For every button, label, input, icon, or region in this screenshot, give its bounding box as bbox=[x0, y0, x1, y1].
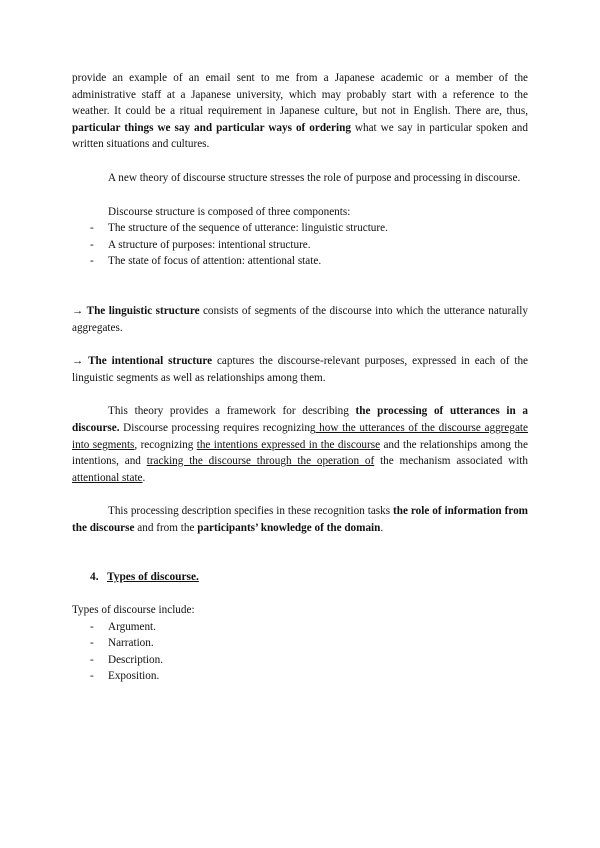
emphasis-particular-things: particular things we say and particular ways of ordering bbox=[72, 121, 351, 134]
list-item: - Narration. bbox=[72, 635, 528, 652]
section-heading bbox=[72, 569, 528, 586]
dash-bullet: - bbox=[90, 670, 94, 683]
dash-bullet: - bbox=[90, 222, 94, 235]
types-list bbox=[72, 619, 528, 685]
paragraph-email-example: provide an example of an email sent to me from a Japanese academic or a member of the administrative staff at a Japanese university, which may probably start with a reference to the weather. It could be a ritual requirement in Japanese culture, but not in English. There are, thus, particular things we say and particular ways of ordering what we say in particular spoken and written situations and cultures. bbox=[72, 72, 528, 151]
list-item: - Exposition. bbox=[72, 668, 528, 685]
dash-bullet: - bbox=[90, 255, 94, 268]
paragraph-framework: This theory provides a framework for describing the processing of utterances in a discourse. Discourse processing requires recognizing how the utterances of the discourse aggregate into segments, recognizing the intentions expressed in the discourse and the relationships among the intentions, and tracking the discourse through the operation of the mechanism associated with attentional state. bbox=[72, 405, 529, 484]
list-item: - A structure of purposes: intentional structure. bbox=[72, 237, 528, 254]
list-item: - The state of focus of attention: attentional state. bbox=[72, 253, 528, 270]
components-intro: Discourse structure is composed of three components: bbox=[108, 205, 351, 218]
dash-bullet: - bbox=[90, 620, 94, 633]
dash-bullet: - bbox=[90, 637, 94, 650]
document-page bbox=[72, 70, 528, 685]
list-item: - Description. bbox=[72, 652, 528, 669]
section-number: 4. bbox=[90, 571, 99, 584]
paragraph-intentional-structure: → The intentional structure captures the discourse-relevant purposes, expressed in each of the linguistic segments as well as relationships among them. bbox=[72, 355, 529, 384]
arrow-icon: → bbox=[72, 304, 87, 317]
list-item: - Argument. bbox=[72, 619, 528, 636]
list-item: - The structure of the sequence of utterance: linguistic structure. bbox=[72, 220, 528, 237]
dash-bullet: - bbox=[90, 653, 94, 666]
paragraph-linguistic-structure: → The linguistic structure consists of segments of the discourse into which the utterance naturally aggregates. bbox=[72, 304, 529, 334]
components-list bbox=[72, 220, 528, 270]
section-title: Types of discourse. bbox=[107, 571, 199, 584]
types-intro: Types of discourse include: bbox=[72, 604, 195, 617]
paragraph-recognition-tasks: This processing description specifies in these recognition tasks the role of information from the discourse and from the participants’ knowledge of the domain. bbox=[72, 505, 528, 534]
paragraph-new-theory: A new theory of discourse structure stresses the role of purpose and processing in discourse. bbox=[108, 171, 521, 184]
arrow-icon: → bbox=[72, 355, 89, 368]
dash-bullet: - bbox=[90, 238, 94, 251]
